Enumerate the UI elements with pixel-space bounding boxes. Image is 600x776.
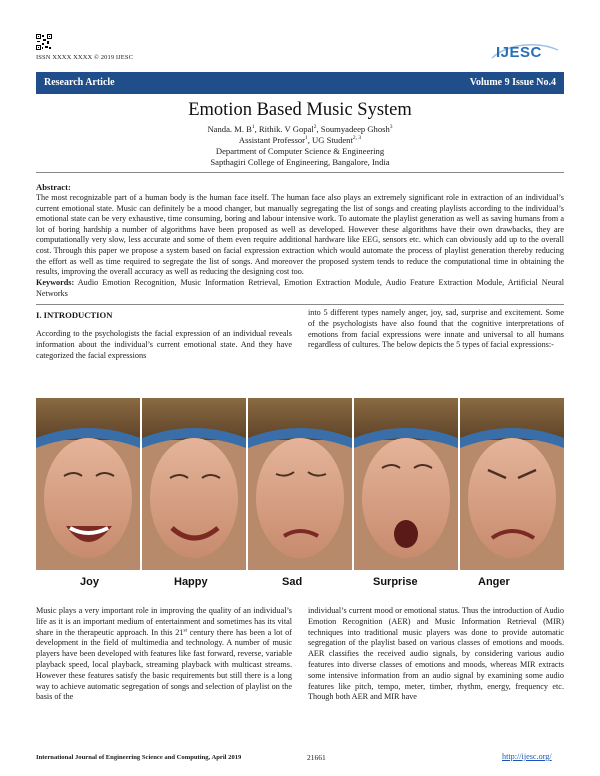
abstract-heading: Abstract: [36, 182, 71, 192]
authors-line: Nanda. M. $B^1$, Rithik. V Gopal$^2$, Soumyadeep Ghosh$^3$ [207, 124, 393, 134]
ijesc-logo-text: IJESC [496, 44, 542, 61]
footer-page-number: 21661 [307, 753, 326, 762]
intro-right-paragraph: into 5 different types namely anger, joy, sad, surprise and excitement. Some of the psychologists have also found that the cognitive interpretations of emotions from facial expressions were innate and universal to all humans regardless of cultures. The below depicts the 5 types of facial expressions:- [308, 308, 564, 350]
section-heading-introduction: I. INTRODUCTION [36, 310, 113, 320]
divider [36, 172, 564, 173]
body-left-paragraph: Music plays a very important role in improving the quality of an individual’s life as it is an important medium of entertainment and sometimes has its vital share in the therapeutic approach. In this 21st century there has been a lot of development in the field of multimedia and technology. A number of music players have been developed with features like fast forward, reverse, variable playback speed, local playback, streaming playback with multicast streams. However these features satisfy the basic requirements but still there is a long way to achieve automatic segregation of songs and selection of playlist on the basis of the [36, 606, 292, 702]
divider [36, 304, 564, 305]
caption-joy: Joy [80, 576, 99, 588]
affiliation-roles: Assistant Professor$^1$, UG Student$^{2, 3}$ [238, 135, 362, 145]
keywords: Keywords: Audio Emotion Recognition, Music Information Retrieval, Emotion Extraction Module, Audio Feature Extraction Module, Artificial Neural Networks [36, 278, 564, 298]
caption-surprise: Surprise [373, 576, 418, 588]
caption-sad: Sad [282, 576, 303, 588]
college: Sapthagiri College of Engineering, Bangalore, India [210, 157, 390, 167]
face-sad-image [248, 398, 352, 570]
body-right-paragraph: individual’s current mood or emotional status. Thus the introduction of Audio Emotion Recognition (AER) and Music Information Retrieval (MIR) techniques into traditional music players was done to provide automatic segregation of the playlist based on various classes of emotions and moods. AER classifies the received audio signals, by considering various audio features into diverse classes of emotions and moods, whereas MIR extracts some intensive information from an audio signal by examining some audio features like pitch, tempo, meter, timber, rhythm, energy, frequency etc. Though both AER and MIR have [308, 606, 564, 702]
caption-anger: Anger [478, 576, 510, 588]
facial-expressions-figure [36, 398, 564, 598]
intro-left-paragraph: According to the psychologists the facial expression of an individual reveals information about the individual’s current emotional state. And they have categorized the facial expressions [36, 329, 292, 360]
footer-url-link[interactable]: http://ijesc.org/ [502, 752, 552, 761]
face-anger-image [460, 398, 564, 570]
face-joy-image [36, 398, 140, 570]
volume-issue: Volume 9 Issue No.4 [469, 77, 556, 88]
face-happy-image [142, 398, 246, 570]
issn-line: ISSN XXXX XXXX © 2019 IJESC [36, 54, 134, 61]
caption-happy: Happy [174, 576, 208, 588]
department: Department of Computer Science & Engineering [215, 146, 385, 156]
paper-title: Emotion Based Music System [188, 100, 412, 120]
face-surprise-image [354, 398, 458, 570]
footer-journal: International Journal of Engineering Science and Computing, April 2019 [36, 754, 242, 761]
abstract-text: The most recognizable part of a human body is the human face itself. The human face also plays an extremely significant role in extraction of an individual’s current emotional state. Music can definitely be a mood changer, but manually segregating the list of songs and creating playlists according to the individual’s emotional state can be very exhaustive, time consuming, boring and labour intensive work. To automate the playlist generation as well as saving humans from a lot of boring hardship a number of algorithms have been proposed as well as developed. However these algorithms have their own drawbacks, they are computationally very slow, less accurate and some of them even require additional hardware like EEG, sensors etc. which can obviously add up to the overall cost. Through this paper we propose a system based on facial expression extraction which would automate the process of playlist generation thereby reducing the effort as well as time required to segregate the list of songs. And moreover the proposed system tends to reduce the computational time in obtaining the results, improving the overall accuracy as well as reducing the designing cost too. [36, 193, 564, 277]
qr-code-icon [36, 34, 52, 50]
article-type: Research Article [44, 77, 115, 88]
